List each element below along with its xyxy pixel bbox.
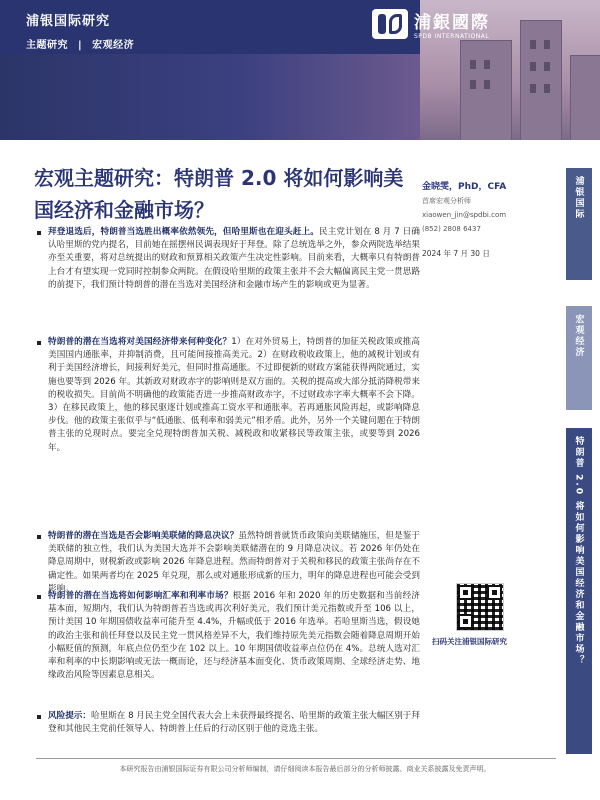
disclaimer-footer: 本研究报告由浦银国际证券有限公司分析师编制，请仔细阅读本报告最后部分的分析师披露、商业关系披露及免责声明。 — [119, 765, 491, 773]
bullet-lead: 风险提示： — [48, 711, 91, 721]
bullet-text: 虽然特朗普就货币政策向美联储施压，但是鉴于美联储的独立性，我们认为美国大选并不会影响美联储潜在的 9 月降息决议。若 2026 年仍处在降息周期中，财税新政或影响 2026 年降息进程。然而特朗普对于关税和移民的政策主张尚存在不确定性。如果两者均在 2025 年兑现，那么或对通胀形成新的压力，明年的降息进程也可能会受到影响。 — [48, 531, 420, 594]
qr-caption: 扫码关注浦银国际研究 — [432, 637, 507, 646]
analyst-panel — [422, 180, 552, 259]
bullet-text: 哈里斯在 8 月民主党全国代表大会上未获得最终提名、哈里斯的政策主张大幅区别于拜登和其他民主党前任领导人、特朗普上任后的行动区别于他的竞选主张。 — [48, 711, 420, 735]
logo-english: SPDB INTERNATIONAL — [414, 33, 490, 40]
bullet-text: 民主党计划在 8 月 7 日确认哈里斯的党内提名，目前她在摇摆州民调表现好于拜登。除了总统选举之外，参众两院选举结果亦至关重要，将对总统提出的财政和预算相关政策产生决定性影响。目前来看，大概率只有特朗普上台才有望实现一党同时控制参众两院。在假设哈里斯的政策主张并不会大幅偏离民主党一贯思路的前提下，我们预计特朗普的潜在当选对美国经济和金融市场产生的影响或更为显著。 — [48, 227, 420, 290]
analyst-email[interactable]: xiaowen_jin@spdbi.com — [422, 211, 507, 219]
bullet-fx-rates — [36, 590, 420, 682]
series-label-macro: 宏观经济 — [92, 40, 135, 51]
report-date: 2024 年 7 月 30 日 — [422, 249, 490, 258]
company-logo — [372, 8, 490, 40]
bullet-economy-impact — [36, 336, 420, 455]
qr-code[interactable] — [456, 583, 516, 631]
tab-report-title: 特朗普 2.0 将如何影响美国经济和金融市场？ — [566, 428, 592, 754]
report-title: 宏观主题研究：特朗普 2.0 将如何影响美国经济和金融市场？ — [34, 166, 404, 222]
tab-category: 宏观经济 — [566, 306, 592, 410]
bullet-fed-rate-cut — [36, 530, 420, 596]
series-label-topic: 主题研究 — [26, 40, 68, 51]
logo-mark-icon — [372, 9, 408, 39]
bullet-text: 根据 2016 年和 2020 年的历史数据和当前经济基本面，短期内，我们认为特朗普若当选或再次利好美元，我们预计美元指数或升至 106 以上，预计美国 10 年期国债收益率可能升至 4.4%，升幅或低于 2016 年选举。若哈里斯当选，假设她的政治主张和前任拜登以及民主党一贯风格差异不大，我们维持原先美元指数会随着降息周期开始小幅贬值的预测，年底点位仍至少在 102 以上。10 年期国债收益率点位仍在 4%。总统人选对汇率和利率的中长期影响或无法一概而论，还与经济基本面变化、货币政策周期、全球经济走势、地缘政治风险等因素息息相关。 — [48, 591, 420, 681]
analyst-role: 首席宏观分析师 — [422, 197, 471, 205]
header-banner — [0, 0, 600, 140]
logo-chinese: 浦銀國際 — [414, 13, 490, 33]
bullet-text: 1）在对外贸易上，特朗普的加征关税政策或推高美国国内通胀率，并抑制消费，且可能间接推高美元。2）在财政税收政策上，他的减税计划或有利于美国经济增长，间接利好美元，但同时推高通胀。不过即便新的财政方案能获得两院通过，实施也要等到 2026 年。其新政对财政赤字的影响则是双方面的。关税的提高或大部分抵消降税带来的税收损失。目前尚不明确他的政策能否进一步推高财政赤字，不过财政赤字率大概率不会下降。3）在移民政策上，他的移民驱逐计划或推高工资水平和通胀率。若再通胀风险再起，或影响降息步伐。他的政策主张似乎与“低通胀、低利率和弱美元”相矛盾。此外，另外一个关键问题在于特朗普主张的兑现时点。要完全兑现特朗普加关税、减税政和收紧移民等政策主张，或要等到 2026 年。 — [48, 337, 420, 453]
qr-code-icon — [456, 583, 504, 631]
bullet-lead: 特朗普的潜在当选将如何影响汇率和利率市场？ — [48, 591, 233, 601]
analyst-name: 金晓雯，PhD，CFA — [422, 182, 507, 192]
bullet-lead: 拜登退选后，特朗普当选胜出概率依然领先，但哈里斯也在迎头赶上。 — [48, 227, 319, 237]
series-separator: | — [77, 40, 83, 51]
research-house-name: 浦银国际研究 — [26, 14, 111, 29]
bullet-lead: 特朗普的潜在当选将对美国经济带来何种变化？ — [48, 337, 232, 347]
bullet-election-outlook — [36, 226, 420, 292]
bullet-lead: 特朗普的潜在当选是否会影响美联储的降息决议？ — [48, 531, 239, 541]
series-line — [26, 36, 140, 51]
tab-brand: 浦银国际 — [566, 168, 592, 280]
analyst-phone: (852) 2808 6437 — [422, 225, 481, 233]
footer-divider — [36, 758, 556, 759]
bullet-risk-warning — [36, 710, 420, 736]
